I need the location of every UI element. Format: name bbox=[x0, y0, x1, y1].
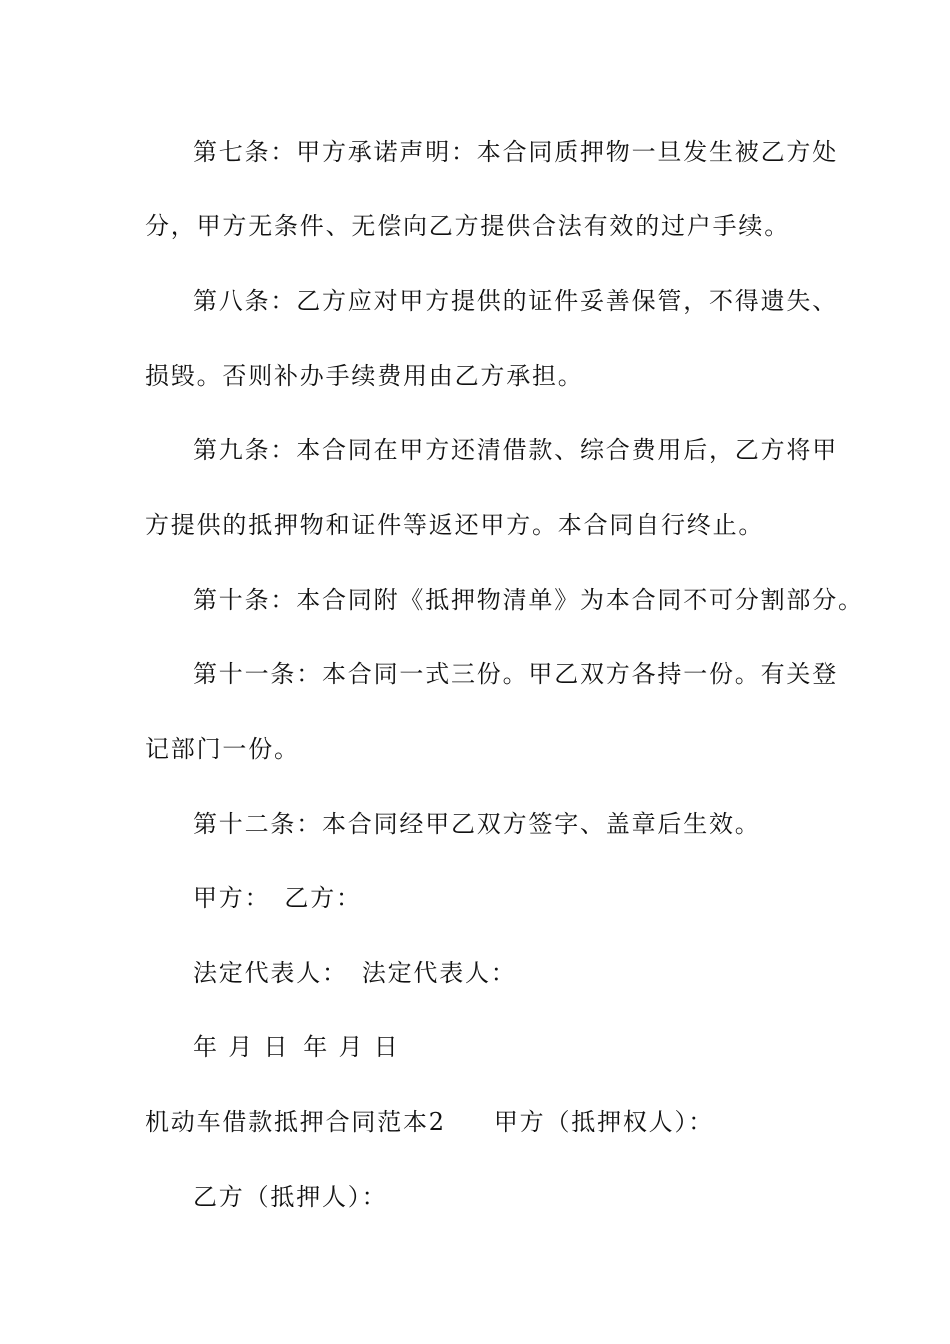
clause-9-line-2: 方提供的抵押物和证件等返还甲方。本合同自行终止。 bbox=[145, 511, 765, 539]
party-b-label: 乙方： bbox=[284, 884, 362, 912]
clause-11-line-1: 第十一条：本合同一式三份。甲乙双方各持一份。有关登 bbox=[193, 660, 838, 688]
next-contract-title: 机动车借款抵押合同范本2 bbox=[145, 1108, 446, 1136]
next-contract-header bbox=[145, 1102, 825, 1142]
date-b-label: 年 月 日 bbox=[303, 1033, 400, 1061]
party-a-label: 甲方： bbox=[193, 884, 271, 912]
clause-12-line-1: 第十二条：本合同经甲乙双方签字、盖章后生效。 bbox=[193, 810, 761, 838]
date-a-label: 年 月 日 bbox=[193, 1033, 290, 1061]
clause-8-line-1: 第八条：乙方应对甲方提供的证件妥善保管，不得遗失、 bbox=[193, 287, 838, 315]
rep-a-label: 法定代表人： bbox=[193, 959, 348, 987]
clause-10-line-1: 第十条：本合同附《抵押物清单》为本合同不可分割部分。 bbox=[193, 586, 864, 614]
clause-7-line-1: 第七条：甲方承诺声明：本合同质押物一旦发生被乙方处 bbox=[193, 138, 838, 166]
signature-parties bbox=[193, 878, 873, 918]
next-party-b-label: 乙方（抵押人）： bbox=[193, 1183, 388, 1211]
clause-11-line-2: 记部门一份。 bbox=[145, 735, 300, 763]
clause-7-line-2: 分，甲方无条件、无偿向乙方提供合法有效的过户手续。 bbox=[145, 212, 790, 240]
signature-representatives bbox=[193, 953, 873, 993]
rep-b-label: 法定代表人： bbox=[361, 959, 517, 987]
signature-dates bbox=[193, 1027, 873, 1067]
next-party-a-label: 甲方（抵押权人）： bbox=[493, 1108, 715, 1136]
clause-8-line-2: 损毁。否则补办手续费用由乙方承担。 bbox=[145, 362, 584, 390]
clause-9-line-1: 第九条：本合同在甲方还清借款、综合费用后，乙方将甲 bbox=[193, 436, 838, 464]
